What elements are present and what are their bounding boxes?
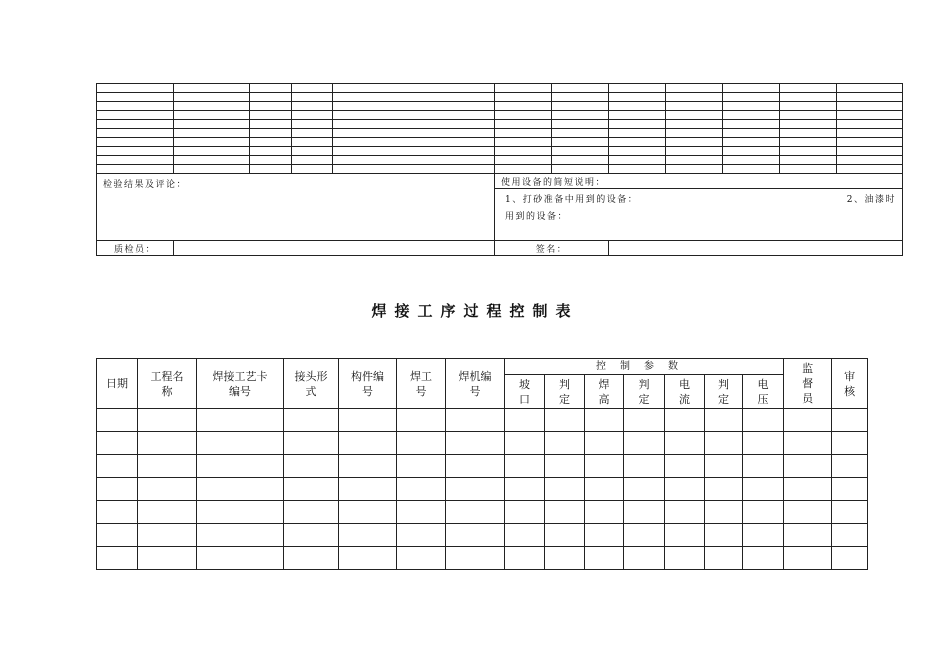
- inspection-cell[interactable]: [780, 102, 837, 111]
- control-cell[interactable]: [705, 501, 743, 524]
- inspection-cell[interactable]: [666, 165, 723, 174]
- control-cell[interactable]: [397, 409, 446, 432]
- inspection-cell[interactable]: [250, 84, 292, 93]
- inspector-value-cell[interactable]: [174, 241, 495, 256]
- inspection-cell[interactable]: [723, 120, 780, 129]
- inspection-cell[interactable]: [97, 138, 174, 147]
- inspection-cell[interactable]: [666, 129, 723, 138]
- welding-control-table: [96, 358, 868, 570]
- inspection-cell[interactable]: [495, 93, 552, 102]
- inspection-cell[interactable]: [837, 93, 903, 102]
- inspection-cell[interactable]: [292, 111, 333, 120]
- control-cell[interactable]: [197, 524, 284, 547]
- inspection-cell[interactable]: [333, 147, 495, 156]
- control-cell[interactable]: [284, 478, 339, 501]
- inspection-cell[interactable]: [174, 147, 250, 156]
- inspection-cell[interactable]: [97, 147, 174, 156]
- signature-value-cell[interactable]: [609, 241, 903, 256]
- control-cell[interactable]: [339, 478, 397, 501]
- control-cell[interactable]: [339, 409, 397, 432]
- inspection-cell[interactable]: [495, 84, 552, 93]
- control-cell[interactable]: [446, 455, 505, 478]
- control-cell[interactable]: [397, 547, 446, 570]
- inspection-cell[interactable]: [552, 102, 609, 111]
- control-cell[interactable]: [339, 432, 397, 455]
- inspection-cell[interactable]: [174, 129, 250, 138]
- control-cell[interactable]: [97, 501, 138, 524]
- inspection-cell[interactable]: [333, 111, 495, 120]
- control-cell[interactable]: [339, 524, 397, 547]
- inspection-cell[interactable]: [495, 120, 552, 129]
- inspection-cell[interactable]: [723, 165, 780, 174]
- control-cell[interactable]: [832, 455, 868, 478]
- inspection-cell[interactable]: [495, 102, 552, 111]
- control-cell[interactable]: [624, 432, 665, 455]
- control-cell[interactable]: [545, 524, 585, 547]
- inspection-cell[interactable]: [723, 129, 780, 138]
- inspection-cell[interactable]: [97, 129, 174, 138]
- inspection-cell[interactable]: [723, 138, 780, 147]
- inspection-cell[interactable]: [250, 147, 292, 156]
- control-cell[interactable]: [545, 501, 585, 524]
- inspection-cell[interactable]: [552, 156, 609, 165]
- control-cell[interactable]: [705, 409, 743, 432]
- equipment-list-cell[interactable]: [495, 189, 903, 241]
- inspection-row: [97, 93, 903, 102]
- inspection-cell[interactable]: [723, 84, 780, 93]
- inspection-cell[interactable]: [723, 93, 780, 102]
- inspection-row: [97, 156, 903, 165]
- inspection-cell[interactable]: [333, 129, 495, 138]
- inspection-cell[interactable]: [495, 129, 552, 138]
- inspection-cell[interactable]: [609, 156, 666, 165]
- inspection-cell[interactable]: [837, 84, 903, 93]
- inspection-cell[interactable]: [250, 120, 292, 129]
- control-cell[interactable]: [624, 478, 665, 501]
- inspection-cell[interactable]: [837, 138, 903, 147]
- inspection-cell[interactable]: [552, 147, 609, 156]
- control-cell[interactable]: [624, 409, 665, 432]
- inspection-cell[interactable]: [174, 111, 250, 120]
- control-cell[interactable]: [446, 409, 505, 432]
- control-cell[interactable]: [505, 547, 545, 570]
- inspection-cell[interactable]: [97, 156, 174, 165]
- control-cell[interactable]: [545, 432, 585, 455]
- control-cell[interactable]: [138, 409, 197, 432]
- control-cell[interactable]: [743, 478, 784, 501]
- inspection-cell[interactable]: [552, 84, 609, 93]
- control-cell[interactable]: [585, 501, 624, 524]
- equipment-label: 使用设备的简短说明：: [501, 177, 607, 188]
- control-cell[interactable]: [705, 478, 743, 501]
- control-cell[interactable]: [446, 432, 505, 455]
- inspector-label: 质检员：: [113, 244, 156, 255]
- header-machine-no: 焊机编 号: [446, 359, 505, 409]
- comment-label: 检验结果及评论：: [103, 180, 188, 190]
- control-row: [97, 547, 868, 570]
- inspection-cell[interactable]: [174, 120, 250, 129]
- control-cell[interactable]: [832, 547, 868, 570]
- inspection-cell[interactable]: [333, 84, 495, 93]
- inspection-cell[interactable]: [837, 156, 903, 165]
- inspection-cell[interactable]: [666, 93, 723, 102]
- inspection-cell[interactable]: [837, 129, 903, 138]
- equipment-item-2-cont: 用到的设备：: [505, 212, 569, 222]
- control-cell[interactable]: [97, 432, 138, 455]
- control-cell[interactable]: [585, 455, 624, 478]
- inspection-cell[interactable]: [780, 93, 837, 102]
- inspection-cell[interactable]: [250, 156, 292, 165]
- inspection-cell[interactable]: [292, 84, 333, 93]
- inspection-cell[interactable]: [780, 165, 837, 174]
- inspection-cell[interactable]: [495, 165, 552, 174]
- inspection-cell[interactable]: [495, 156, 552, 165]
- inspection-cell[interactable]: [174, 165, 250, 174]
- inspection-cell[interactable]: [609, 129, 666, 138]
- header-welder-no: 焊工 号: [397, 359, 446, 409]
- control-cell[interactable]: [197, 409, 284, 432]
- inspection-cell[interactable]: [174, 84, 250, 93]
- header-supervisor: 监 督 员: [784, 359, 832, 409]
- control-cell[interactable]: [705, 432, 743, 455]
- control-cell[interactable]: [743, 524, 784, 547]
- sub-header-judge-1: 判 定: [545, 375, 585, 409]
- control-row: [97, 455, 868, 478]
- inspection-cell[interactable]: [333, 156, 495, 165]
- control-cell[interactable]: [505, 478, 545, 501]
- control-cell[interactable]: [545, 547, 585, 570]
- inspection-cell[interactable]: [666, 138, 723, 147]
- control-cell[interactable]: [284, 432, 339, 455]
- inspector-label-cell: [97, 241, 174, 256]
- control-cell[interactable]: [446, 478, 505, 501]
- control-cell[interactable]: [784, 501, 832, 524]
- inspection-cell[interactable]: [780, 147, 837, 156]
- control-cell[interactable]: [832, 501, 868, 524]
- control-cell[interactable]: [832, 524, 868, 547]
- inspection-cell[interactable]: [666, 147, 723, 156]
- header-control-params: 控制参数: [505, 359, 784, 375]
- control-cell[interactable]: [832, 409, 868, 432]
- control-cell[interactable]: [545, 455, 585, 478]
- inspection-cell[interactable]: [552, 111, 609, 120]
- control-cell[interactable]: [97, 409, 138, 432]
- inspection-cell[interactable]: [292, 138, 333, 147]
- inspection-cell[interactable]: [495, 138, 552, 147]
- inspection-cell[interactable]: [666, 156, 723, 165]
- inspection-cell[interactable]: [333, 120, 495, 129]
- inspection-cell[interactable]: [666, 102, 723, 111]
- control-row: [97, 501, 868, 524]
- control-cell[interactable]: [284, 547, 339, 570]
- inspection-cell[interactable]: [552, 165, 609, 174]
- control-cell[interactable]: [284, 501, 339, 524]
- header-process-card: 焊接工艺卡 编号: [197, 359, 284, 409]
- inspection-cell[interactable]: [97, 84, 174, 93]
- inspection-cell[interactable]: [333, 93, 495, 102]
- inspection-cell[interactable]: [666, 120, 723, 129]
- inspection-cell[interactable]: [723, 111, 780, 120]
- inspection-cell[interactable]: [723, 102, 780, 111]
- control-cell[interactable]: [784, 455, 832, 478]
- control-row: [97, 432, 868, 455]
- header-project-name: 工程名 称: [138, 359, 197, 409]
- control-cell[interactable]: [585, 409, 624, 432]
- control-cell[interactable]: [505, 409, 545, 432]
- inspection-cell[interactable]: [97, 102, 174, 111]
- control-cell[interactable]: [585, 524, 624, 547]
- inspection-cell[interactable]: [780, 138, 837, 147]
- inspection-cell[interactable]: [552, 120, 609, 129]
- control-cell[interactable]: [705, 524, 743, 547]
- inspection-cell[interactable]: [174, 93, 250, 102]
- inspection-cell[interactable]: [723, 147, 780, 156]
- inspection-cell[interactable]: [837, 111, 903, 120]
- control-cell[interactable]: [397, 432, 446, 455]
- control-cell[interactable]: [197, 455, 284, 478]
- inspection-cell[interactable]: [250, 102, 292, 111]
- comment-cell[interactable]: [97, 174, 495, 241]
- form-title: 焊接工序过程控制表: [371, 302, 579, 320]
- inspection-cell[interactable]: [837, 165, 903, 174]
- inspection-cell[interactable]: [97, 165, 174, 174]
- inspection-cell[interactable]: [609, 165, 666, 174]
- inspection-cell[interactable]: [780, 84, 837, 93]
- inspection-cell[interactable]: [292, 156, 333, 165]
- control-cell[interactable]: [784, 524, 832, 547]
- header-date: 日期: [97, 359, 138, 409]
- sub-header-voltage: 电 压: [743, 375, 784, 409]
- inspection-cell[interactable]: [723, 156, 780, 165]
- inspection-cell[interactable]: [250, 165, 292, 174]
- control-cell[interactable]: [545, 478, 585, 501]
- control-cell[interactable]: [665, 455, 705, 478]
- inspection-row: [97, 84, 903, 93]
- inspection-cell[interactable]: [837, 120, 903, 129]
- control-cell[interactable]: [284, 455, 339, 478]
- control-cell[interactable]: [784, 432, 832, 455]
- inspection-cell[interactable]: [609, 120, 666, 129]
- equipment-item-1: 1、打砂准备中用到的设备：: [505, 195, 639, 205]
- control-cell[interactable]: [784, 547, 832, 570]
- inspection-cell[interactable]: [837, 147, 903, 156]
- inspection-cell[interactable]: [666, 111, 723, 120]
- control-cell[interactable]: [97, 524, 138, 547]
- control-cell[interactable]: [624, 524, 665, 547]
- inspection-row: [97, 138, 903, 147]
- control-row: [97, 409, 868, 432]
- control-cell[interactable]: [97, 547, 138, 570]
- inspection-cell[interactable]: [292, 147, 333, 156]
- inspection-cell[interactable]: [333, 165, 495, 174]
- inspection-cell[interactable]: [666, 84, 723, 93]
- control-cell[interactable]: [97, 455, 138, 478]
- control-cell[interactable]: [339, 455, 397, 478]
- inspection-cell[interactable]: [552, 129, 609, 138]
- inspection-cell[interactable]: [780, 129, 837, 138]
- control-cell[interactable]: [743, 432, 784, 455]
- control-cell[interactable]: [397, 478, 446, 501]
- inspection-cell[interactable]: [609, 93, 666, 102]
- control-cell[interactable]: [284, 409, 339, 432]
- control-cell[interactable]: [197, 547, 284, 570]
- control-cell[interactable]: [505, 432, 545, 455]
- control-cell[interactable]: [585, 478, 624, 501]
- control-cell[interactable]: [138, 524, 197, 547]
- inspection-cell[interactable]: [495, 111, 552, 120]
- inspection-cell[interactable]: [174, 156, 250, 165]
- inspection-row: [97, 129, 903, 138]
- inspection-cell[interactable]: [609, 84, 666, 93]
- sub-header-judge-2: 判 定: [624, 375, 665, 409]
- control-cell[interactable]: [397, 501, 446, 524]
- sub-header-weld-height: 焊 高: [585, 375, 624, 409]
- inspection-cell[interactable]: [250, 138, 292, 147]
- control-cell[interactable]: [624, 547, 665, 570]
- inspection-cell[interactable]: [333, 102, 495, 111]
- control-cell[interactable]: [585, 547, 624, 570]
- inspection-cell[interactable]: [552, 93, 609, 102]
- inspection-row: [97, 165, 903, 174]
- sub-header-groove: 坡 口: [505, 375, 545, 409]
- control-cell[interactable]: [197, 478, 284, 501]
- signature-label-cell: [495, 241, 609, 256]
- inspection-cell[interactable]: [292, 93, 333, 102]
- control-cell[interactable]: [339, 547, 397, 570]
- control-cell[interactable]: [505, 501, 545, 524]
- control-cell[interactable]: [585, 432, 624, 455]
- control-cell[interactable]: [832, 432, 868, 455]
- control-cell[interactable]: [624, 455, 665, 478]
- header-joint-form: 接头形 式: [284, 359, 339, 409]
- inspection-cell[interactable]: [292, 120, 333, 129]
- inspection-cell[interactable]: [250, 111, 292, 120]
- control-row: [97, 524, 868, 547]
- inspection-row: [97, 111, 903, 120]
- control-cell[interactable]: [832, 478, 868, 501]
- control-cell[interactable]: [446, 501, 505, 524]
- control-cell[interactable]: [743, 455, 784, 478]
- control-cell[interactable]: [705, 547, 743, 570]
- inspection-cell[interactable]: [174, 102, 250, 111]
- control-cell[interactable]: [138, 432, 197, 455]
- inspection-cell[interactable]: [609, 102, 666, 111]
- sub-header-judge-3: 判 定: [705, 375, 743, 409]
- inspection-cell[interactable]: [609, 138, 666, 147]
- control-cell[interactable]: [665, 524, 705, 547]
- control-cell[interactable]: [138, 547, 197, 570]
- inspection-cell[interactable]: [780, 156, 837, 165]
- inspection-cell[interactable]: [780, 111, 837, 120]
- control-cell[interactable]: [705, 455, 743, 478]
- inspection-cell[interactable]: [780, 120, 837, 129]
- control-cell[interactable]: [624, 501, 665, 524]
- control-cell[interactable]: [397, 455, 446, 478]
- control-cell[interactable]: [665, 478, 705, 501]
- signature-label: 签名：: [535, 244, 568, 255]
- inspection-cell[interactable]: [495, 147, 552, 156]
- inspection-cell[interactable]: [609, 111, 666, 120]
- control-cell[interactable]: [97, 478, 138, 501]
- control-cell[interactable]: [665, 547, 705, 570]
- inspection-cell[interactable]: [97, 111, 174, 120]
- sub-header-current: 电 流: [665, 375, 705, 409]
- inspection-cell[interactable]: [250, 93, 292, 102]
- control-cell[interactable]: [138, 455, 197, 478]
- control-cell[interactable]: [545, 409, 585, 432]
- header-member-no: 构件编 号: [339, 359, 397, 409]
- inspection-cell[interactable]: [292, 102, 333, 111]
- inspection-row: [97, 102, 903, 111]
- equipment-item-2: 2、油漆时: [846, 195, 896, 205]
- control-cell[interactable]: [138, 478, 197, 501]
- control-cell[interactable]: [784, 478, 832, 501]
- control-cell[interactable]: [665, 432, 705, 455]
- control-cell[interactable]: [397, 524, 446, 547]
- header-review: 审 核: [832, 359, 868, 409]
- control-cell[interactable]: [743, 547, 784, 570]
- inspection-cell[interactable]: [97, 120, 174, 129]
- control-row: [97, 478, 868, 501]
- inspection-cell[interactable]: [250, 129, 292, 138]
- inspection-table: [96, 83, 903, 256]
- control-cell[interactable]: [138, 501, 197, 524]
- inspection-cell[interactable]: [174, 138, 250, 147]
- inspection-cell[interactable]: [97, 93, 174, 102]
- control-cell[interactable]: [339, 501, 397, 524]
- control-cell[interactable]: [665, 501, 705, 524]
- control-cell[interactable]: [446, 547, 505, 570]
- inspection-cell[interactable]: [552, 138, 609, 147]
- control-cell[interactable]: [505, 455, 545, 478]
- control-cell[interactable]: [284, 524, 339, 547]
- inspection-row: [97, 120, 903, 129]
- control-cell[interactable]: [197, 501, 284, 524]
- inspection-cell[interactable]: [292, 129, 333, 138]
- control-cell[interactable]: [505, 524, 545, 547]
- control-cell[interactable]: [197, 432, 284, 455]
- inspection-row: [97, 147, 903, 156]
- control-cell[interactable]: [446, 524, 505, 547]
- control-cell[interactable]: [665, 409, 705, 432]
- control-cell[interactable]: [743, 409, 784, 432]
- control-cell[interactable]: [784, 409, 832, 432]
- inspection-cell[interactable]: [837, 102, 903, 111]
- control-cell[interactable]: [743, 501, 784, 524]
- inspection-cell[interactable]: [292, 165, 333, 174]
- inspection-cell[interactable]: [609, 147, 666, 156]
- inspection-cell[interactable]: [333, 138, 495, 147]
- equipment-label-cell: [495, 174, 903, 189]
